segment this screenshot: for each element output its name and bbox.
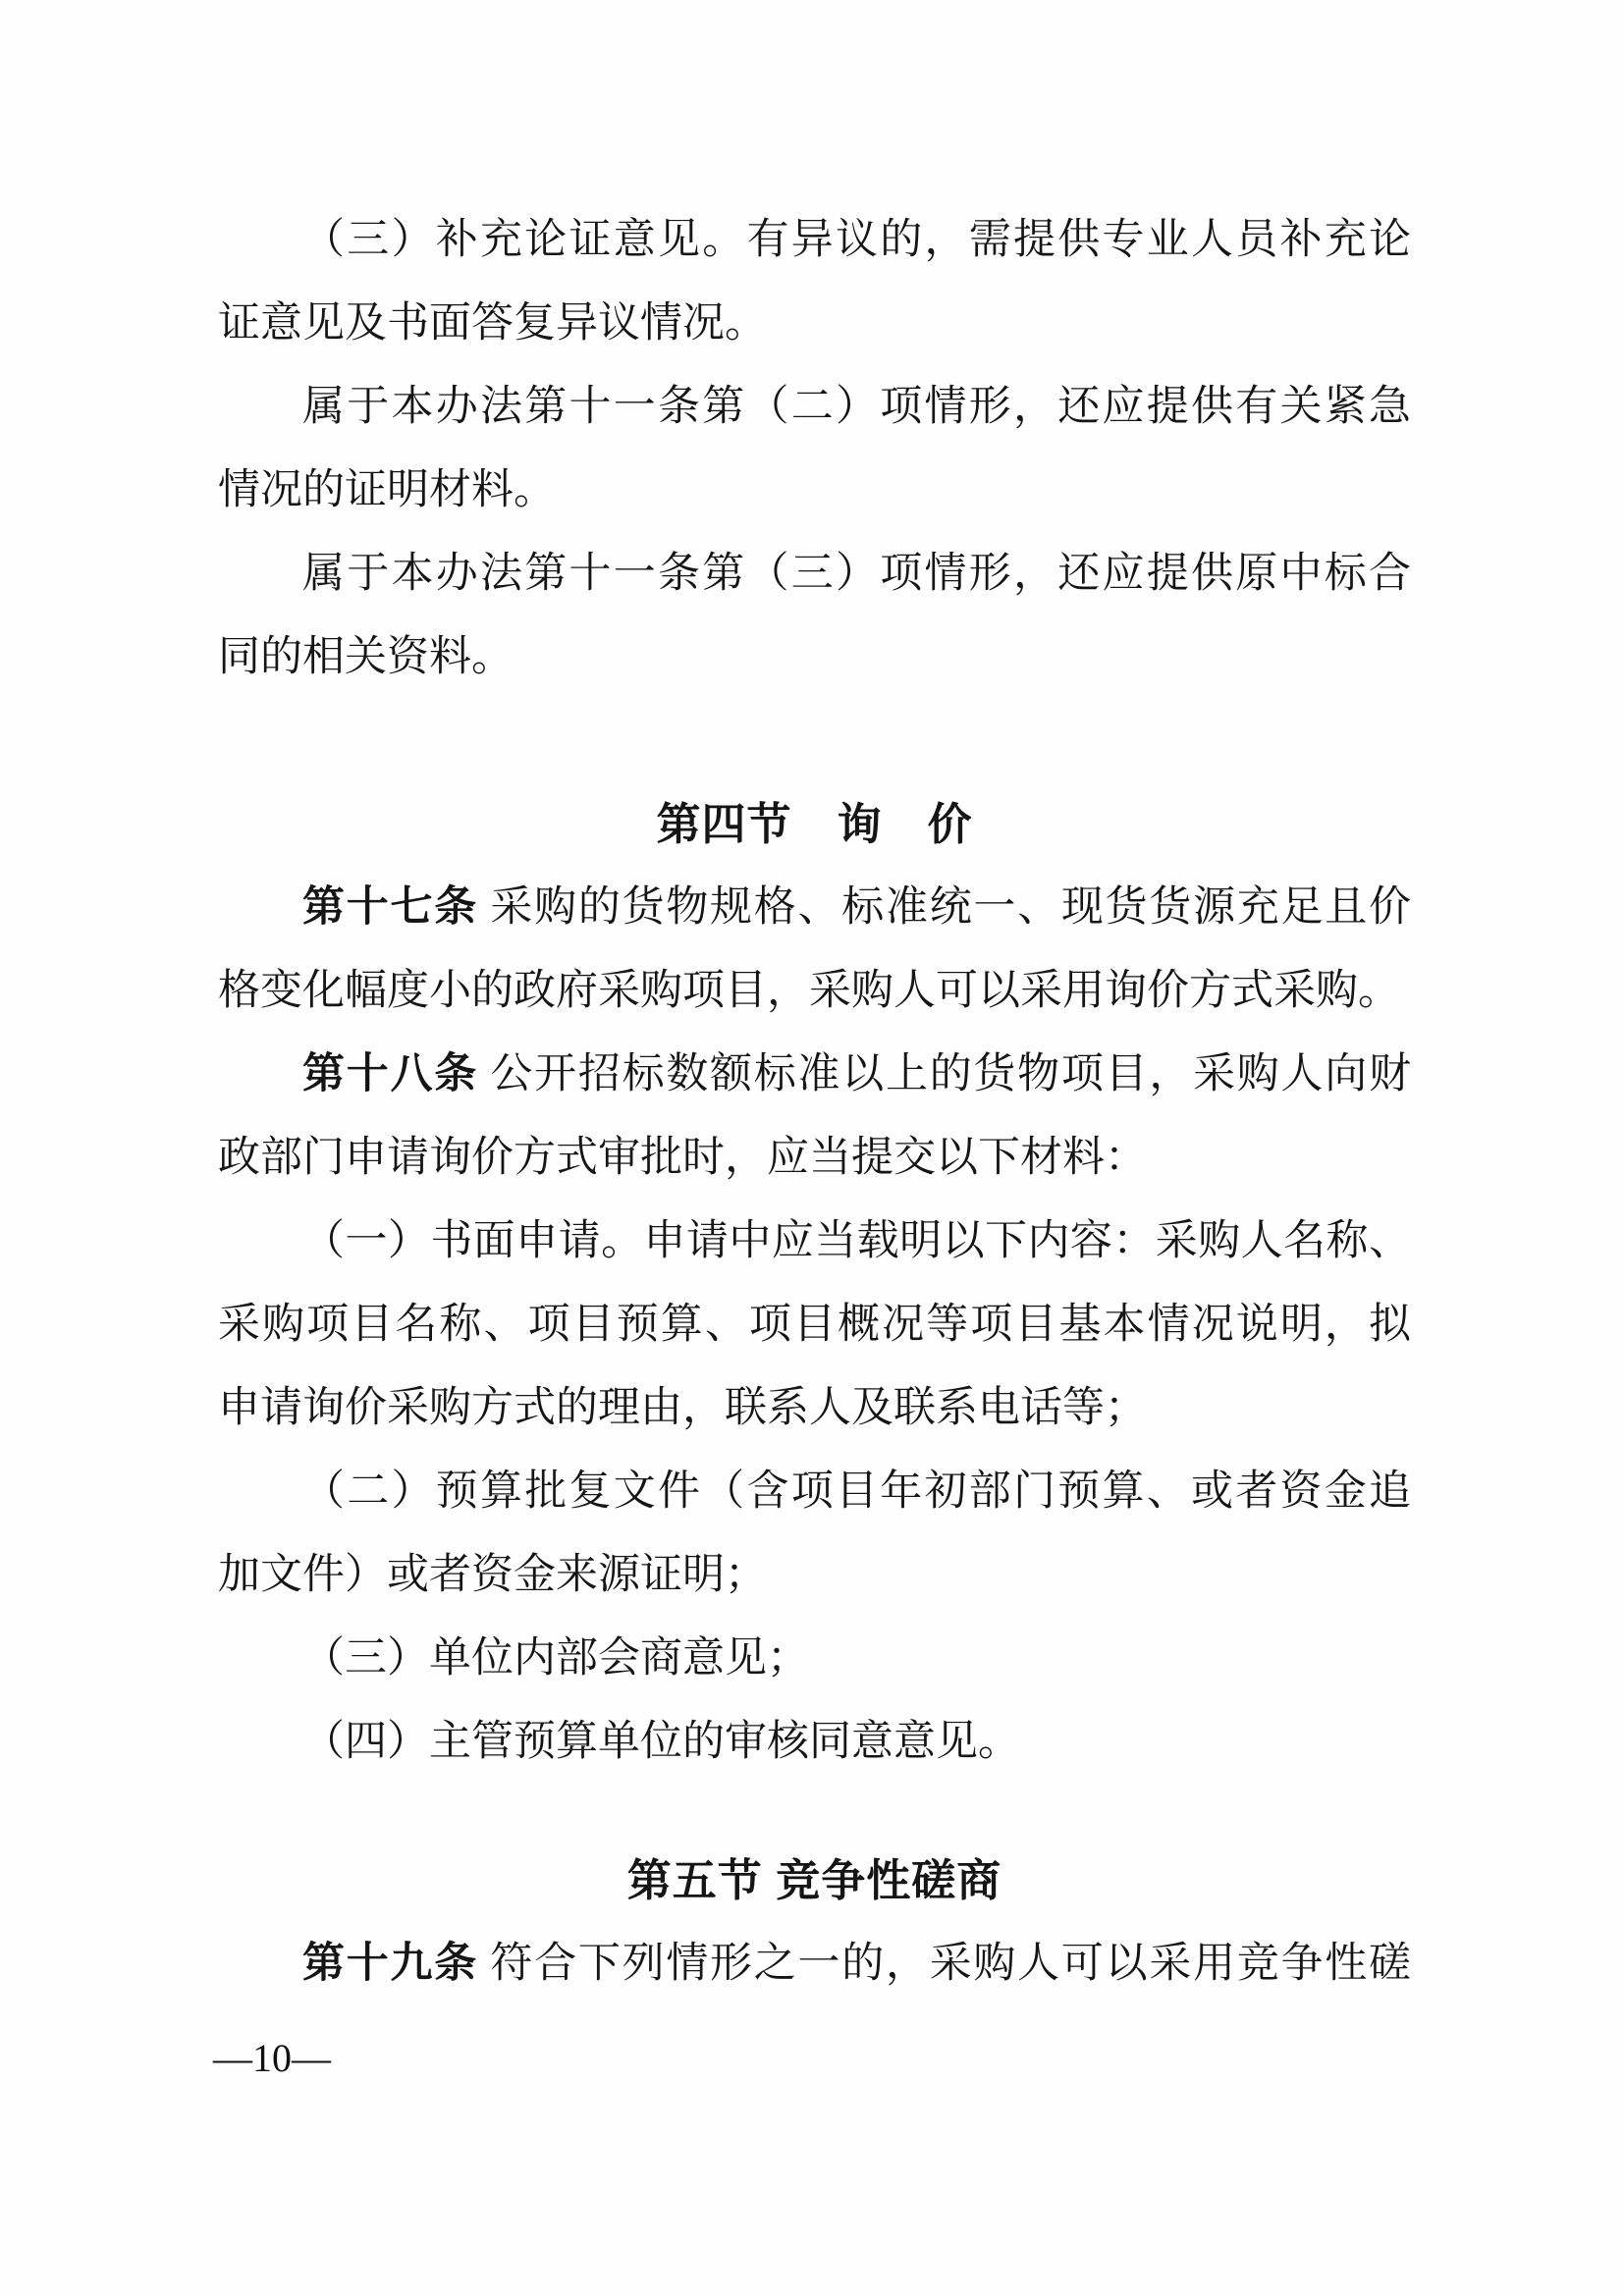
- text-line: （四）主管预算单位的审核同意意见。: [302, 1719, 1020, 1765]
- paragraph: [218, 532, 1411, 699]
- text-line: 属于本办法第十一条第（二）项情形，还应提供有关紧急: [302, 384, 1411, 430]
- text-line: 第十八条 公开招标数额标准以上的货物项目，采购人向财: [302, 1050, 1412, 1097]
- paragraph: [218, 365, 1411, 532]
- section-heading: 第四节 询 价: [656, 799, 973, 849]
- text-line: （三）补充论证意见。有异议的，需提供专业人员补充论: [302, 217, 1411, 263]
- text-line: （一）书面申请。申请中应当载明以下内容：采购人名称、: [302, 1218, 1411, 1264]
- document-body: [218, 198, 1411, 2005]
- paragraph: [218, 1700, 1411, 1784]
- text-line: 同的相关资料。: [218, 634, 514, 680]
- text-line: 属于本办法第十一条第（三）项情形，还应提供原中标合: [302, 551, 1411, 597]
- text-line: 格变化幅度小的政府采购项目，采购人可以采用询价方式采购。: [218, 968, 1400, 1014]
- text-line: 政部门申请询价方式审批时，应当提交以下材料：: [218, 1135, 1147, 1181]
- paragraph: [218, 1200, 1411, 1450]
- text-line: 申请询价采购方式的理由，联系人及联系电话等；: [218, 1385, 1147, 1431]
- paragraph: [218, 1617, 1411, 1700]
- article-number: 第十八条: [302, 1050, 478, 1097]
- text-line: 第十九条 符合下列情形之一的，采购人可以采用竞争性磋: [302, 1940, 1412, 1987]
- paragraph: [218, 198, 1411, 365]
- text-line: 证意见及书面答复异议情况。: [218, 300, 767, 347]
- text-line: 加文件）或者资金来源证明；: [218, 1552, 767, 1598]
- section-heading: 第五节 竞争性磋商: [626, 1855, 1002, 1905]
- paragraph: [218, 1033, 1411, 1200]
- article-number: 第十九条: [302, 1940, 478, 1987]
- paragraph: [218, 866, 1411, 1033]
- text-line: （三）单位内部会商意见；: [302, 1635, 809, 1682]
- text-line: 采购项目名称、项目预算、项目概况等项目基本情况说明，拟: [218, 1302, 1411, 1348]
- article-number: 第十七条: [302, 883, 478, 931]
- paragraph: [218, 1450, 1411, 1617]
- text-line: 第十七条 采购的货物规格、标准统一、现货货源充足且价: [302, 883, 1412, 931]
- text-line: （二）预算批复文件（含项目年初部门预算、或者资金追: [302, 1468, 1411, 1515]
- page-number: —10—: [213, 2036, 331, 2080]
- paragraph: [218, 1922, 1411, 2005]
- text-line: 情况的证明材料。: [218, 467, 556, 513]
